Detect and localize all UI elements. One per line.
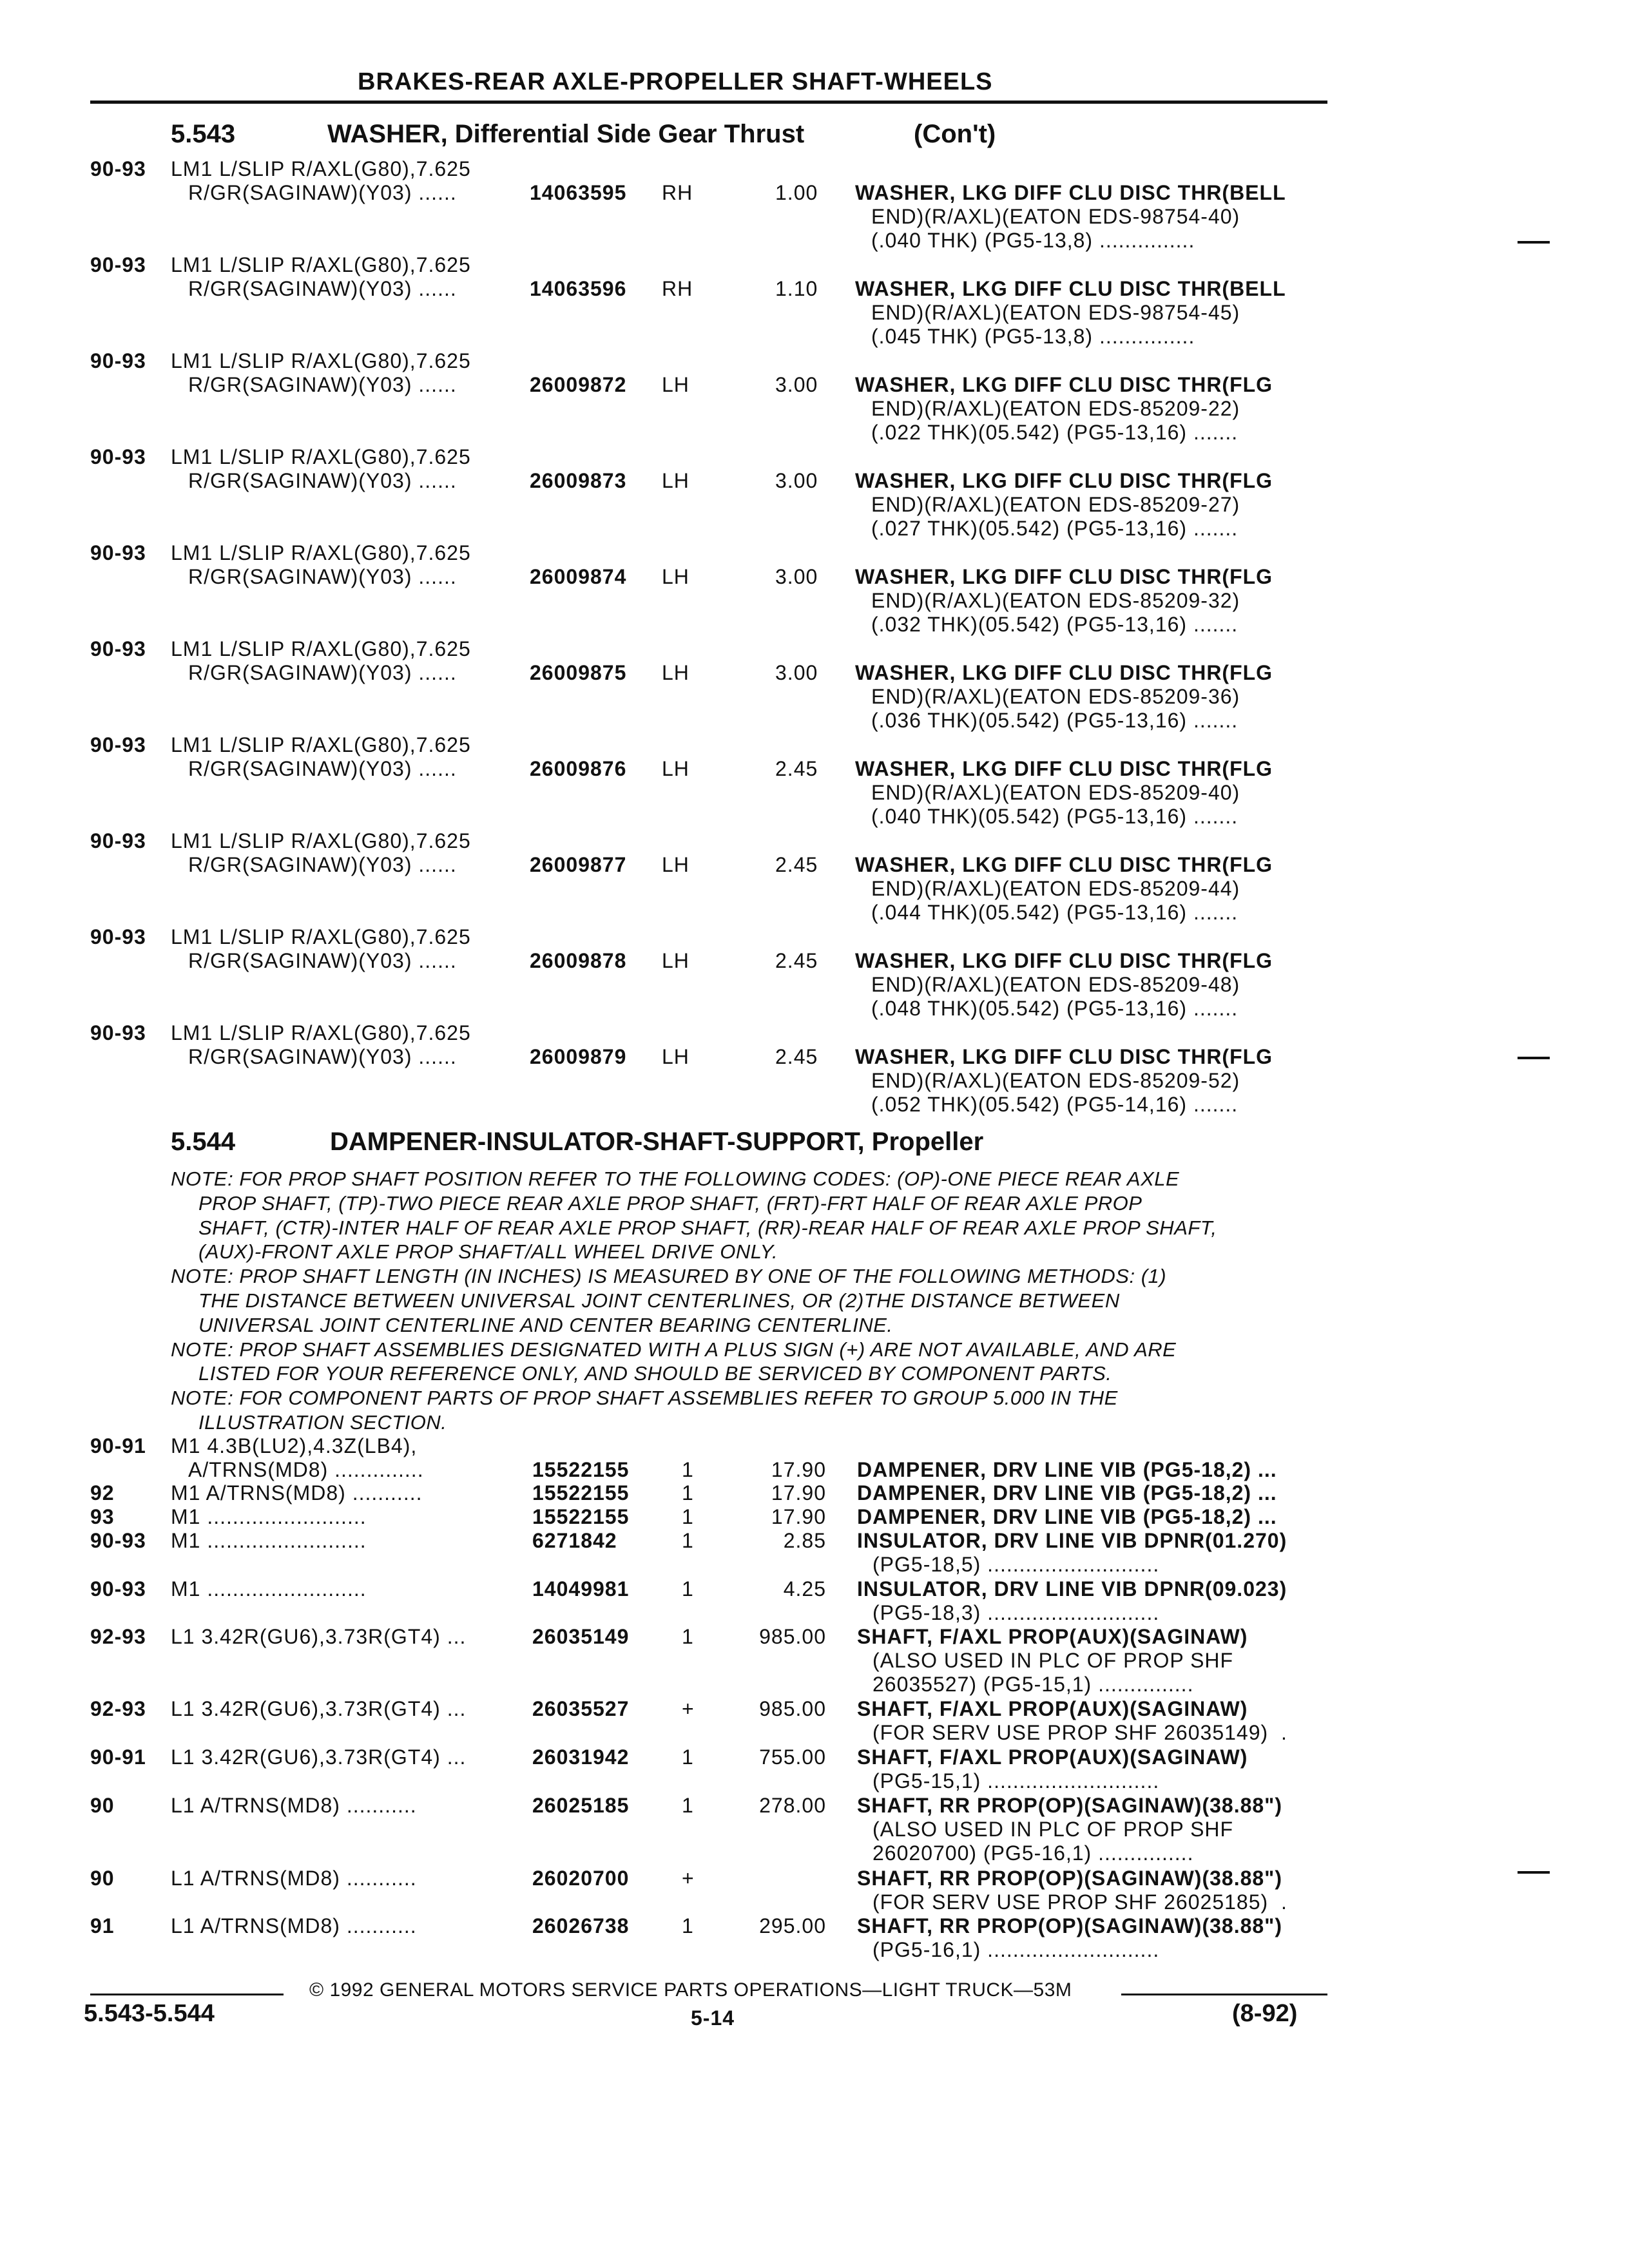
description: DAMPENER, DRV LINE VIB (PG5-18,2) ... xyxy=(857,1458,1277,1481)
model-years: 90-93 xyxy=(90,1577,146,1600)
quantity: LH xyxy=(662,757,689,780)
part-number: 26009873 xyxy=(530,469,627,492)
application: M1 4.3B(LU2),4.3Z(LB4), xyxy=(171,1434,418,1457)
quantity: LH xyxy=(662,661,689,684)
quantity: 1 xyxy=(682,1794,694,1817)
page-header: BRAKES-REAR AXLE-PROPELLER SHAFT-WHEELS xyxy=(358,68,993,95)
application: LM1 L/SLIP R/AXL(G80),7.625 xyxy=(171,733,471,756)
description: (ALSO USED IN PLC OF PROP SHF xyxy=(872,1818,1234,1841)
footer-rule-left xyxy=(90,1994,284,1995)
application: R/GR(SAGINAW)(Y03) ...... xyxy=(188,949,457,972)
price: 2.45 xyxy=(775,853,818,876)
section-title: DAMPENER-INSULATOR-SHAFT-SUPPORT, Propeller xyxy=(330,1128,984,1156)
application: R/GR(SAGINAW)(Y03) ...... xyxy=(188,757,457,780)
margin-mark xyxy=(1518,241,1550,244)
price: 3.00 xyxy=(775,565,818,588)
part-number: 6271842 xyxy=(532,1529,617,1552)
application: L1 3.42R(GU6),3.73R(GT4) ... xyxy=(171,1745,467,1769)
model-years: 90-93 xyxy=(90,253,146,276)
application: A/TRNS(MD8) .............. xyxy=(188,1458,424,1481)
description: 26020700) (PG5-16,1) ............... xyxy=(872,1841,1194,1865)
application: L1 A/TRNS(MD8) ........... xyxy=(171,1867,417,1890)
application: R/GR(SAGINAW)(Y03) ...... xyxy=(188,373,457,396)
price: 278.00 xyxy=(759,1794,826,1817)
description: (.032 THK)(05.542) (PG5-13,16) ....... xyxy=(871,613,1239,636)
quantity: LH xyxy=(662,469,689,492)
description: SHAFT, F/AXL PROP(AUX)(SAGINAW) xyxy=(857,1697,1248,1720)
price: 2.45 xyxy=(775,949,818,972)
part-number: 26031942 xyxy=(532,1745,630,1769)
description: (.048 THK)(05.542) (PG5-13,16) ....... xyxy=(871,997,1239,1020)
description: (.040 THK) (PG5-13,8) ............... xyxy=(871,229,1195,252)
part-number: 26009875 xyxy=(530,661,627,684)
application: LM1 L/SLIP R/AXL(G80),7.625 xyxy=(171,253,471,276)
application: R/GR(SAGINAW)(Y03) ...... xyxy=(188,277,457,300)
quantity: 1 xyxy=(682,1914,694,1937)
price: 1.00 xyxy=(775,181,818,204)
price: 2.45 xyxy=(775,757,818,780)
description: INSULATOR, DRV LINE VIB DPNR(09.023) xyxy=(857,1577,1287,1600)
description: (PG5-15,1) ........................... xyxy=(872,1769,1160,1792)
application: LM1 L/SLIP R/AXL(G80),7.625 xyxy=(171,637,471,660)
quantity: LH xyxy=(662,373,689,396)
model-years: 90 xyxy=(90,1794,115,1817)
description: WASHER, LKG DIFF CLU DISC THR(BELL xyxy=(855,277,1286,300)
price: 2.85 xyxy=(783,1529,826,1552)
application: LM1 L/SLIP R/AXL(G80),7.625 xyxy=(171,541,471,564)
price: 3.00 xyxy=(775,373,818,396)
price: 17.90 xyxy=(771,1481,826,1504)
description: END)(R/AXL)(EATON EDS-85209-22) xyxy=(871,397,1240,420)
model-years: 90-93 xyxy=(90,1529,146,1552)
model-years: 90-93 xyxy=(90,829,146,852)
part-number: 15522155 xyxy=(532,1458,630,1481)
quantity: 1 xyxy=(682,1577,694,1600)
part-number: 14063595 xyxy=(530,181,627,204)
model-years: 90-93 xyxy=(90,733,146,756)
price: 1.10 xyxy=(775,277,818,300)
application: M1 A/TRNS(MD8) ........... xyxy=(171,1481,423,1504)
model-years: 92-93 xyxy=(90,1697,146,1720)
part-number: 26026738 xyxy=(532,1914,630,1937)
description: WASHER, LKG DIFF CLU DISC THR(FLG xyxy=(855,469,1273,492)
application: L1 A/TRNS(MD8) ........... xyxy=(171,1914,417,1937)
section-continued: (Con't) xyxy=(914,120,996,148)
description: (FOR SERV USE PROP SHF 26025185) . xyxy=(872,1890,1287,1914)
description: (PG5-16,1) ........................... xyxy=(872,1938,1160,1961)
model-years: 90-93 xyxy=(90,157,146,180)
quantity: LH xyxy=(662,853,689,876)
note-line: NOTE: FOR COMPONENT PARTS OF PROP SHAFT ASSEMBLIES REFER TO GROUP 5.000 IN THE xyxy=(171,1387,1118,1410)
application: LM1 L/SLIP R/AXL(G80),7.625 xyxy=(171,157,471,180)
model-years: 92-93 xyxy=(90,1625,146,1648)
description: END)(R/AXL)(EATON EDS-85209-27) xyxy=(871,493,1240,516)
quantity: 1 xyxy=(682,1745,694,1769)
description: WASHER, LKG DIFF CLU DISC THR(FLG xyxy=(855,757,1273,780)
note-line: THE DISTANCE BETWEEN UNIVERSAL JOINT CENTERLINES, OR (2)THE DISTANCE BETWEEN xyxy=(198,1289,1120,1312)
price: 295.00 xyxy=(759,1914,826,1937)
description: (.027 THK)(05.542) (PG5-13,16) ....... xyxy=(871,517,1239,540)
description: WASHER, LKG DIFF CLU DISC THR(FLG xyxy=(855,373,1273,396)
description: END)(R/AXL)(EATON EDS-85209-36) xyxy=(871,685,1240,708)
price: 3.00 xyxy=(775,469,818,492)
price: 4.25 xyxy=(783,1577,826,1600)
application: LM1 L/SLIP R/AXL(G80),7.625 xyxy=(171,445,471,468)
model-years: 90-93 xyxy=(90,445,146,468)
model-years: 90-93 xyxy=(90,637,146,660)
application: R/GR(SAGINAW)(Y03) ...... xyxy=(188,181,457,204)
description: END)(R/AXL)(EATON EDS-98754-40) xyxy=(871,205,1240,228)
footer-rule-right xyxy=(1121,1994,1327,1995)
application: M1 ......................... xyxy=(171,1577,367,1600)
part-number: 26009879 xyxy=(530,1045,627,1068)
description: (.045 THK) (PG5-13,8) ............... xyxy=(871,325,1195,348)
quantity: LH xyxy=(662,1045,689,1068)
description: END)(R/AXL)(EATON EDS-85209-32) xyxy=(871,589,1240,612)
note-line: SHAFT, (CTR)-INTER HALF OF REAR AXLE PROP SHAFT, (RR)-REAR HALF OF REAR AXLE PROP SHAFT, xyxy=(198,1216,1217,1239)
description: WASHER, LKG DIFF CLU DISC THR(FLG xyxy=(855,661,1273,684)
price: 985.00 xyxy=(759,1697,826,1720)
margin-mark xyxy=(1518,1871,1550,1874)
description: (PG5-18,5) ........................... xyxy=(872,1553,1160,1576)
application: R/GR(SAGINAW)(Y03) ...... xyxy=(188,469,457,492)
model-years: 90-91 xyxy=(90,1745,146,1769)
model-years: 90-93 xyxy=(90,925,146,948)
note-line: ILLUSTRATION SECTION. xyxy=(198,1411,447,1434)
description: END)(R/AXL)(EATON EDS-85209-44) xyxy=(871,877,1240,900)
quantity: 1 xyxy=(682,1458,694,1481)
application: L1 A/TRNS(MD8) ........... xyxy=(171,1794,417,1817)
price: 3.00 xyxy=(775,661,818,684)
price: 17.90 xyxy=(771,1505,826,1528)
model-years: 93 xyxy=(90,1505,115,1528)
description: DAMPENER, DRV LINE VIB (PG5-18,2) ... xyxy=(857,1481,1277,1504)
application: L1 3.42R(GU6),3.73R(GT4) ... xyxy=(171,1625,467,1648)
application: R/GR(SAGINAW)(Y03) ...... xyxy=(188,661,457,684)
part-number: 26035149 xyxy=(532,1625,630,1648)
description: (.022 THK)(05.542) (PG5-13,16) ....... xyxy=(871,421,1239,444)
application: R/GR(SAGINAW)(Y03) ...... xyxy=(188,853,457,876)
note-line: LISTED FOR YOUR REFERENCE ONLY, AND SHOULD BE SERVICED BY COMPONENT PARTS. xyxy=(198,1362,1112,1385)
header-rule xyxy=(90,101,1327,104)
part-number: 26009878 xyxy=(530,949,627,972)
part-number: 14049981 xyxy=(532,1577,630,1600)
application: L1 3.42R(GU6),3.73R(GT4) ... xyxy=(171,1697,467,1720)
description: SHAFT, F/AXL PROP(AUX)(SAGINAW) xyxy=(857,1745,1248,1769)
description: END)(R/AXL)(EATON EDS-98754-45) xyxy=(871,301,1240,324)
note-line: NOTE: PROP SHAFT ASSEMBLIES DESIGNATED WITH A PLUS SIGN (+) ARE NOT AVAILABLE, AND ARE xyxy=(171,1338,1177,1361)
description: 26035527) (PG5-15,1) ............... xyxy=(872,1673,1194,1696)
part-number: 15522155 xyxy=(532,1481,630,1504)
part-number: 26025185 xyxy=(532,1794,630,1817)
model-years: 91 xyxy=(90,1914,115,1937)
description: (ALSO USED IN PLC OF PROP SHF xyxy=(872,1649,1234,1672)
description: END)(R/AXL)(EATON EDS-85209-40) xyxy=(871,781,1240,804)
description: INSULATOR, DRV LINE VIB DPNR(01.270) xyxy=(857,1529,1287,1552)
description: SHAFT, F/AXL PROP(AUX)(SAGINAW) xyxy=(857,1625,1248,1648)
description: END)(R/AXL)(EATON EDS-85209-48) xyxy=(871,973,1240,996)
note-line: NOTE: FOR PROP SHAFT POSITION REFER TO THE FOLLOWING CODES: (OP)-ONE PIECE REAR AXLE xyxy=(171,1168,1180,1190)
section-number: 5.544 xyxy=(171,1128,236,1156)
price: 17.90 xyxy=(771,1458,826,1481)
quantity: 1 xyxy=(682,1625,694,1648)
quantity: LH xyxy=(662,565,689,588)
note-line: (AUX)-FRONT AXLE PROP SHAFT/ALL WHEEL DRIVE ONLY. xyxy=(198,1240,778,1264)
description: WASHER, LKG DIFF CLU DISC THR(FLG xyxy=(855,1045,1273,1068)
quantity: + xyxy=(682,1697,695,1720)
price: 2.45 xyxy=(775,1045,818,1068)
page-number: 5-14 xyxy=(691,2006,735,2030)
application: M1 ......................... xyxy=(171,1505,367,1528)
copyright-line: © 1992 GENERAL MOTORS SERVICE PARTS OPERATIONS—LIGHT TRUCK—53M xyxy=(309,1979,1072,2001)
section-range: 5.543-5.544 xyxy=(84,2000,215,2027)
model-years: 92 xyxy=(90,1481,115,1504)
description: WASHER, LKG DIFF CLU DISC THR(BELL xyxy=(855,181,1286,204)
description: DAMPENER, DRV LINE VIB (PG5-18,2) ... xyxy=(857,1505,1277,1528)
quantity: + xyxy=(682,1867,695,1890)
application: LM1 L/SLIP R/AXL(G80),7.625 xyxy=(171,829,471,852)
application: M1 ......................... xyxy=(171,1529,367,1552)
quantity: LH xyxy=(662,949,689,972)
description: (PG5-18,3) ........................... xyxy=(872,1601,1160,1624)
note-line: NOTE: PROP SHAFT LENGTH (IN INCHES) IS MEASURED BY ONE OF THE FOLLOWING METHODS: (1) xyxy=(171,1265,1167,1288)
model-years: 90-93 xyxy=(90,1021,146,1044)
quantity: 1 xyxy=(682,1529,694,1552)
quantity: RH xyxy=(662,181,693,204)
model-years: 90-93 xyxy=(90,349,146,372)
description: SHAFT, RR PROP(OP)(SAGINAW)(38.88") xyxy=(857,1914,1282,1937)
application: LM1 L/SLIP R/AXL(G80),7.625 xyxy=(171,1021,471,1044)
price: 985.00 xyxy=(759,1625,826,1648)
quantity: RH xyxy=(662,277,693,300)
part-number: 26009872 xyxy=(530,373,627,396)
price: 755.00 xyxy=(759,1745,826,1769)
model-years: 90-91 xyxy=(90,1434,146,1457)
description: (FOR SERV USE PROP SHF 26035149) . xyxy=(872,1721,1287,1744)
part-number: 15522155 xyxy=(532,1505,630,1528)
note-line: PROP SHAFT, (TP)-TWO PIECE REAR AXLE PROP SHAFT, (FRT)-FRT HALF OF REAR AXLE PROP xyxy=(198,1191,1142,1215)
description: (.040 THK)(05.542) (PG5-13,16) ....... xyxy=(871,805,1239,828)
part-number: 26020700 xyxy=(532,1867,630,1890)
model-years: 90 xyxy=(90,1867,115,1890)
margin-mark xyxy=(1518,1057,1550,1059)
note-line: UNIVERSAL JOINT CENTERLINE AND CENTER BEARING CENTERLINE. xyxy=(198,1313,893,1336)
application: LM1 L/SLIP R/AXL(G80),7.625 xyxy=(171,925,471,948)
description: END)(R/AXL)(EATON EDS-85209-52) xyxy=(871,1069,1240,1092)
description: SHAFT, RR PROP(OP)(SAGINAW)(38.88") xyxy=(857,1794,1282,1817)
description: SHAFT, RR PROP(OP)(SAGINAW)(38.88") xyxy=(857,1867,1282,1890)
revision-date: (8-92) xyxy=(1232,2000,1298,2027)
part-number: 14063596 xyxy=(530,277,627,300)
application: R/GR(SAGINAW)(Y03) ...... xyxy=(188,565,457,588)
application: R/GR(SAGINAW)(Y03) ...... xyxy=(188,1045,457,1068)
description: WASHER, LKG DIFF CLU DISC THR(FLG xyxy=(855,853,1273,876)
part-number: 26009877 xyxy=(530,853,627,876)
quantity: 1 xyxy=(682,1505,694,1528)
application: LM1 L/SLIP R/AXL(G80),7.625 xyxy=(171,349,471,372)
description: (.044 THK)(05.542) (PG5-13,16) ....... xyxy=(871,901,1239,924)
description: (.036 THK)(05.542) (PG5-13,16) ....... xyxy=(871,709,1239,732)
section-number: 5.543 xyxy=(171,120,236,148)
description: (.052 THK)(05.542) (PG5-14,16) ....... xyxy=(871,1093,1239,1116)
quantity: 1 xyxy=(682,1481,694,1504)
part-number: 26009874 xyxy=(530,565,627,588)
part-number: 26009876 xyxy=(530,757,627,780)
part-number: 26035527 xyxy=(532,1697,630,1720)
description: WASHER, LKG DIFF CLU DISC THR(FLG xyxy=(855,949,1273,972)
model-years: 90-93 xyxy=(90,541,146,564)
description: WASHER, LKG DIFF CLU DISC THR(FLG xyxy=(855,565,1273,588)
section-title: WASHER, Differential Side Gear Thrust xyxy=(327,120,805,148)
